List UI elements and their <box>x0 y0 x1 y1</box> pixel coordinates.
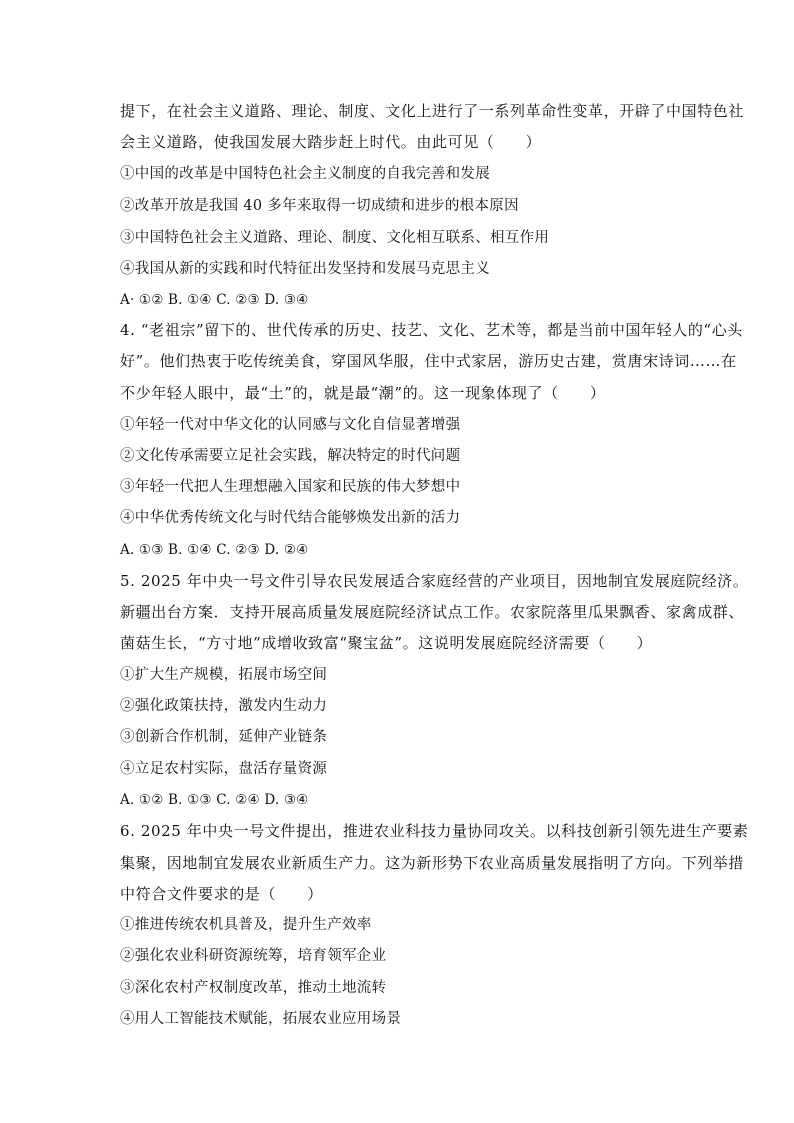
q3-item-3: ③中国特色社会主义道路、理论、制度、文化相互联系、相互作用 <box>120 230 550 246</box>
q5-item-3: ③创新合作机制，延伸产业链条 <box>120 729 328 745</box>
q3-item-2: ②改革开放是我国 40 多年来取得一切成绩和进步的根本原因 <box>120 198 519 214</box>
q3-item-4: ④我国从新的实践和时代特征出发坚持和发展马克思主义 <box>120 261 490 277</box>
q5-item-4: ④立足农村实际，盘活存量资源 <box>120 761 328 777</box>
q4-item-3: ③年轻一代把人生理想融入国家和民族的伟大梦想中 <box>120 479 461 495</box>
q6-stem-line-2: 集聚，因地制宜发展农业新质生产力。这为新形势下农业高质量发展指明了方向。下列举措 <box>120 854 745 872</box>
q5-item-2: ②强化政策扶持，激发内生动力 <box>120 698 328 714</box>
q4-stem-line-3: 不少年轻人眼中，最“土”的，就是最“潮”的。这一现象体现了（ ） <box>120 384 606 402</box>
q6-item-1: ①推进传统农机具普及，提升生产效率 <box>120 917 372 933</box>
q6-item-2: ②强化农业科研资源统筹，培育领军企业 <box>120 948 387 964</box>
q6-item-3: ③深化农村产权制度改革，推动土地流转 <box>120 980 387 996</box>
q5-stem-line-3: 菌菇生长，“方寸地”成增收致富“聚宝盆”。这说明发展庭院经济需要（ ） <box>120 634 653 652</box>
q3-item-1: ①中国的改革是中国特色社会主义制度的自我完善和发展 <box>120 166 490 182</box>
q5-item-1: ①扩大生产规模，拓展市场空间 <box>120 667 328 683</box>
q4-options: A. ①③ B. ①④ C. ②③ D. ②④ <box>120 542 309 558</box>
q4-item-4: ④中华优秀传统文化与时代结合能够焕发出新的活力 <box>120 510 461 526</box>
q4-stem-line-1: 4. “老祖宗”留下的、世代传承的历史、技艺、文化、艺术等，都是当前中国年轻人的“心头 <box>120 321 743 339</box>
q3-stem-line-2: 会主义道路，使我国发展大踏步赶上时代。由此可见（ ） <box>120 133 542 151</box>
q3-stem-line-1: 提下，在社会主义道路、理论、制度、文化上进行了一系列革命性变革，开辟了中国特色社 <box>120 102 745 120</box>
q3-options: A· ①② B. ①④ C. ②③ D. ③④ <box>120 292 309 308</box>
q6-item-4: ④用人工智能技术赋能，拓展农业应用场景 <box>120 1011 402 1027</box>
q6-stem-line-1: 6. 2025 年中央一号文件提出，推进农业科技力量协同攻关。以科技创新引领先进生产要素 <box>120 822 749 840</box>
q6-stem-line-3: 中符合文件要求的是（ ） <box>120 885 323 903</box>
q5-stem-line-1: 5. 2025 年中央一号文件引导农民发展适合家庭经营的产业项目，因地制宜发展庭院经济。 <box>120 572 749 590</box>
q4-stem-line-2: 好”。他们热衷于吃传统美食，穿国风华服，住中式家居，游历史古建，赏唐宋诗词……在 <box>120 352 737 370</box>
q5-options: A. ①② B. ①③ C. ②④ D. ③④ <box>120 792 309 808</box>
q4-item-2: ②文化传承需要立足社会实践，解决特定的时代问题 <box>120 448 461 464</box>
q5-stem-line-2: 新疆出台方案．支持开展高质量发展庭院经济试点工作。农家院落里瓜果飘香、家禽成群、 <box>120 603 745 621</box>
q4-item-1: ①年轻一代对中华文化的认同感与文化自信显著增强 <box>120 417 461 433</box>
